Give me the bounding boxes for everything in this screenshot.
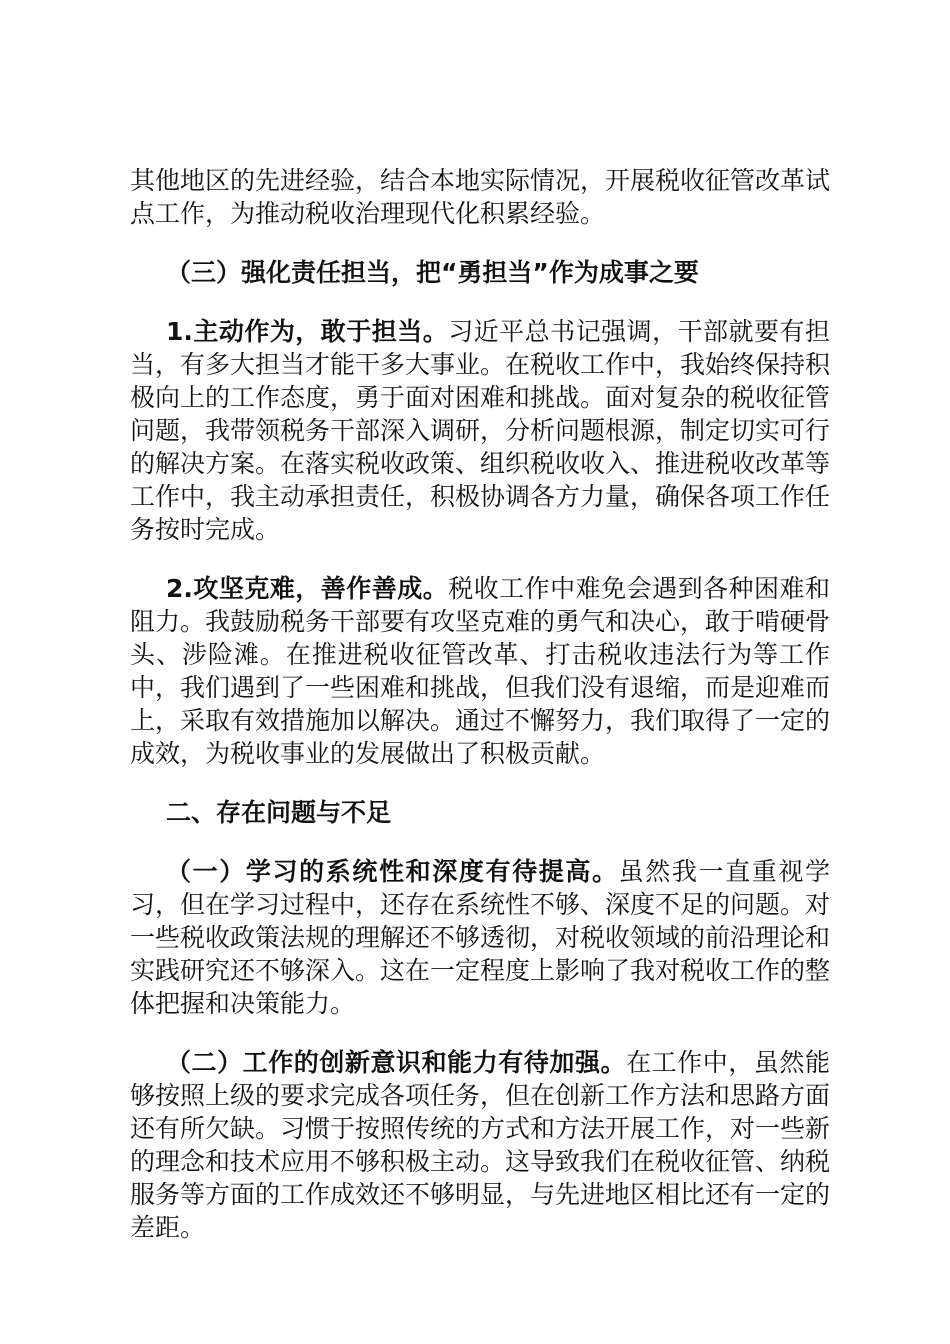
paragraph-text: 虽然我一直重视学习，但在学习过程中，还存在系统性不够、深度不足的问题。对一些税收政策法规的理解还不够透彻，对税收领域的前沿理论和实践研究还不够深入。这在一定程度上影响了我对税收工作的整体把握和决策能力。: [130, 857, 831, 1018]
heading-text: （三）强化责任担当，把“勇担当”作为成事之要: [166, 258, 699, 287]
heading-text: 二、存在问题与不足: [166, 798, 392, 827]
document-body: [130, 164, 830, 1244]
paragraph-active-action: [130, 315, 830, 546]
paragraph-lead: （二）工作的创新意识和能力有待加强。: [166, 1048, 627, 1077]
paragraph-lead: 1.主动作为，敢于担当。: [166, 317, 449, 346]
paragraph-text: 税收工作中难免会遇到各种困难和阻力。我鼓励税务干部要有攻坚克难的勇气和决心，敢于啃硬骨头、涉险滩。在推进税收征管改革、打击税收违法行为等工作中，我们遇到了一些困难和挑战，但我们没有退缩，而是迎难而上，采取有效措施加以解决。通过不懈努力，我们取得了一定的成效，为税收事业的发展做出了积极贡献。: [130, 574, 831, 768]
paragraph-innovation: [130, 1046, 830, 1244]
section-heading-responsibility: [130, 256, 830, 289]
paragraph-learning-depth: [130, 855, 830, 1020]
paragraph-overcome-difficulties: [130, 572, 830, 770]
paragraph-lead: （一）学习的系统性和深度有待提高。: [166, 857, 619, 886]
paragraph-lead: 2.攻坚克难，善作善成。: [166, 574, 449, 603]
section-heading-problems: [130, 796, 830, 829]
paragraph-text: 习近平总书记强调，干部就要有担当，有多大担当才能干多大事业。在税收工作中，我始终保持积极向上的工作态度，勇于面对困难和挑战。面对复杂的税收征管问题，我带领税务干部深入调研，分析问题根源，制定切实可行的解决方案。在落实税收政策、组织税收收入、推进税收改革等工作中，我主动承担责任，积极协调各方力量，确保各项工作任务按时完成。: [130, 317, 831, 544]
paragraph-text: 在工作中，虽然能够按照上级的要求完成各项任务，但在创新工作方法和思路方面还有所欠缺。习惯于按照传统的方式和方法开展工作，对一些新的理念和技术应用不够积极主动。这导致我们在税收征管、纳税服务等方面的工作成效还不够明显，与先进地区相比还有一定的差距。: [130, 1048, 831, 1242]
paragraph-continuation: [130, 164, 830, 230]
paragraph-text: 其他地区的先进经验，结合本地实际情况，开展税收征管改革试点工作，为推动税收治理现代化积累经验。: [130, 166, 831, 228]
